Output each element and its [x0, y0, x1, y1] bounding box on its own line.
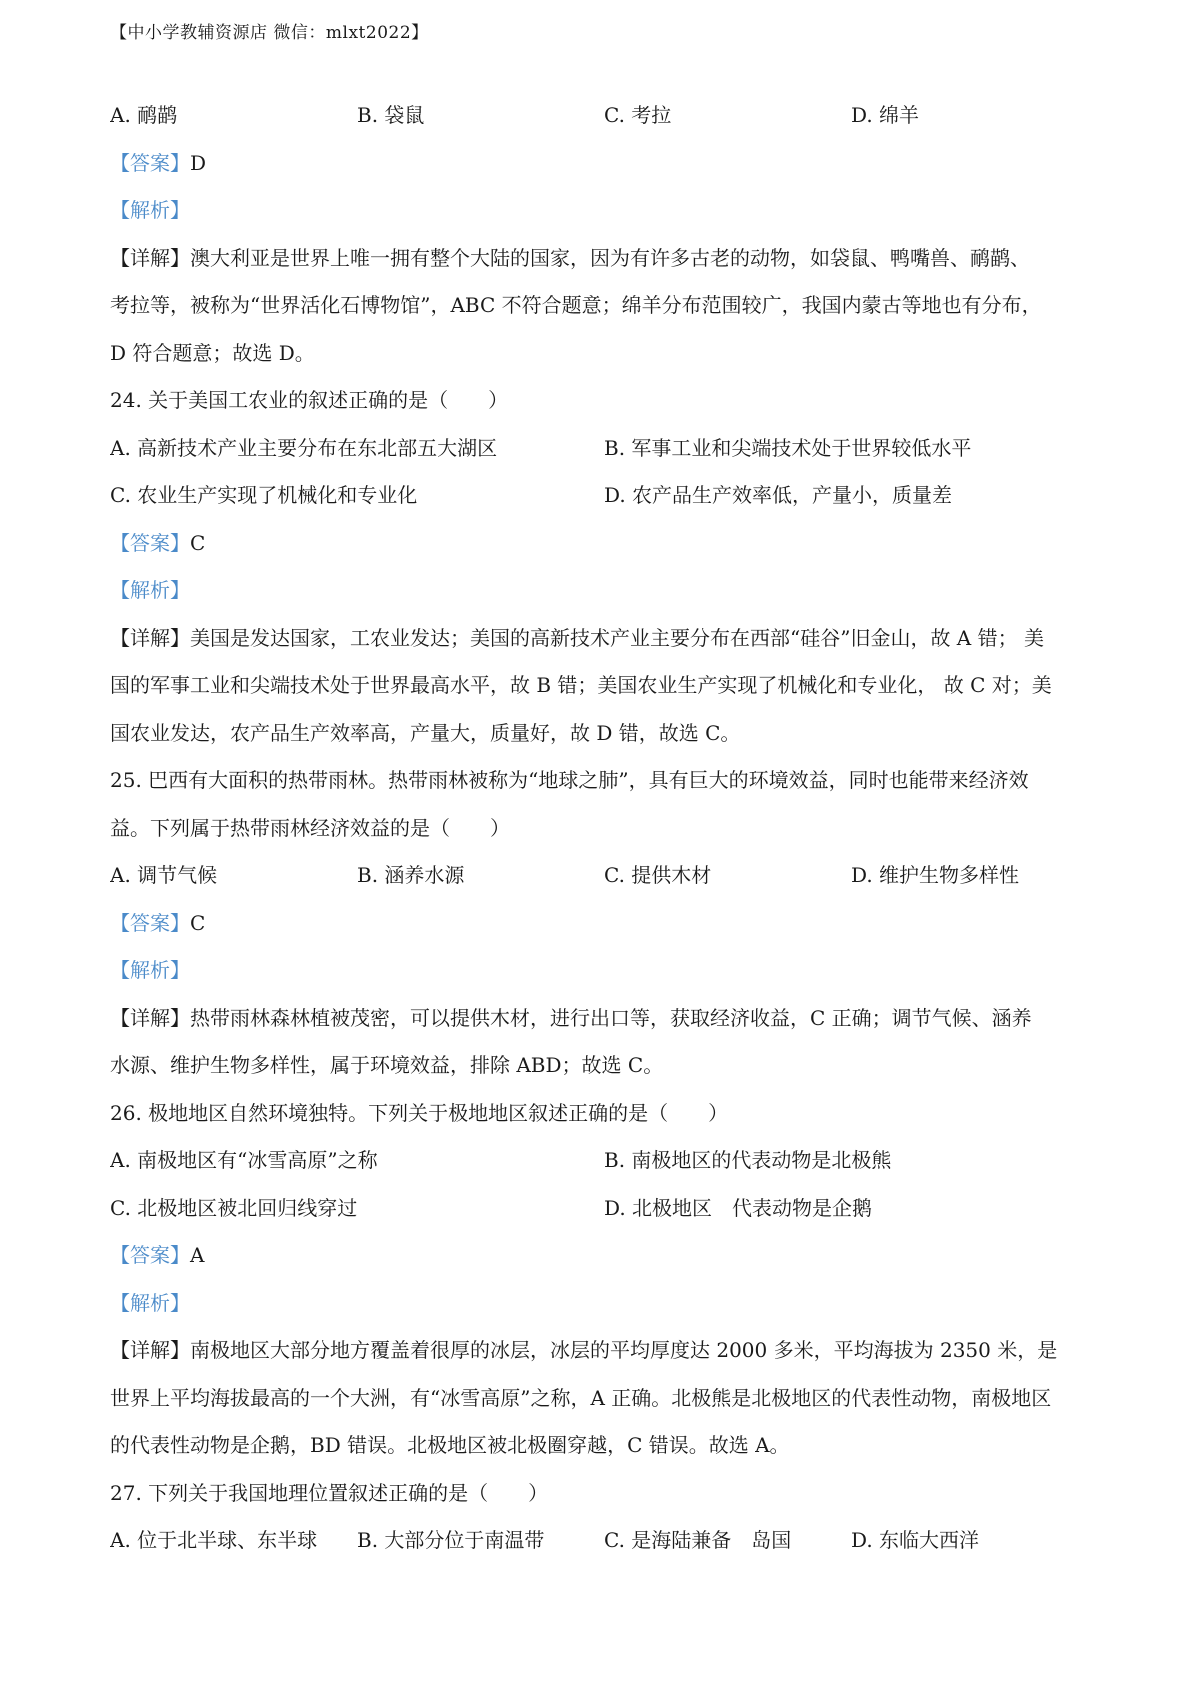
q24-answer: [110, 520, 1100, 568]
analysis-label: 【解析】: [110, 1290, 190, 1315]
detail-label: 【详解】: [110, 1005, 190, 1030]
q24-detail-line-1: [110, 615, 1100, 663]
q26-option-b: B. 南极地区的代表动物是北极熊: [604, 1148, 892, 1172]
q27-option-c: C. 是海陆兼备 岛国: [604, 1528, 792, 1552]
document-body: [110, 92, 1100, 1565]
q26-analysis: [110, 1280, 1100, 1328]
q25-options: [110, 852, 1100, 900]
q26-answer-value: A: [190, 1243, 205, 1267]
q25-stem-line-2: 益。下列属于热带雨林经济效益的是（ ）: [110, 815, 510, 840]
q23-option-b: B. 袋鼠: [357, 103, 425, 127]
q25-option-a: A. 调节气候: [110, 863, 218, 887]
q27-option-a: A. 位于北半球、东半球: [110, 1528, 318, 1552]
q24-options-row-2: [110, 472, 1100, 520]
detail-label: 【详解】: [110, 625, 190, 650]
q24-analysis: [110, 567, 1100, 615]
q23-options: [110, 92, 1100, 140]
analysis-label: 【解析】: [110, 198, 190, 222]
q24-option-a: A. 高新技术产业主要分布在东北部五大湖区: [110, 435, 498, 460]
q26-option-d: D. 北极地区 代表动物是企鹅: [604, 1195, 873, 1220]
q23-option-a: A. 鸸鹋: [110, 103, 178, 127]
q24-option-c: C. 农业生产实现了机械化和专业化: [110, 483, 418, 507]
q26-detail-line-1: [110, 1327, 1100, 1375]
answer-label: 【答案】: [110, 910, 190, 935]
q27-option-d: D. 东临大西洋: [851, 1528, 980, 1552]
q25-detail-line-2: 水源、维护生物多样性，属于环境效益，排除 ABD；故选 C。: [110, 1053, 664, 1077]
q26-detail-text-1: 南极地区大部分地方覆盖着很厚的冰层，冰层的平均厚度达 2000 多米，平均海拔为 2350 米，是: [190, 1338, 1058, 1362]
q26-stem: 26. 极地地区自然环境独特。下列关于极地地区叙述正确的是（ ）: [110, 1100, 729, 1125]
q24-answer-value: C: [190, 530, 206, 555]
q25-stem-line-1: 25. 巴西有大面积的热带雨林。热带雨林被称为“地球之肺”，具有巨大的环境效益，同时也能带来经济效: [110, 768, 1029, 792]
answer-label: 【答案】: [110, 530, 190, 555]
q25-option-c: C. 提供木材: [604, 863, 712, 887]
q23-detail-line-3: D 符合题意；故选 D。: [110, 340, 315, 365]
q24-options-row-1: [110, 425, 1100, 473]
q23-option-c: C. 考拉: [604, 103, 672, 127]
q23-answer-value: D: [190, 150, 207, 175]
q26-option-a: A. 南极地区有“冰雪高原”之称: [110, 1148, 378, 1172]
q24-detail-line-2: 国的军事工业和尖端技术处于世界最高水平，故 B 错；美国农业生产实现了机械化和专业化， 故 C 对；美: [110, 673, 1052, 697]
q25-analysis: [110, 947, 1100, 995]
detail-label: 【详解】: [110, 1338, 190, 1362]
q25-option-b: B. 涵养水源: [357, 863, 465, 887]
q24-detail-text-1: 美国是发达国家，工农业发达；美国的高新技术产业主要分布在西部“硅谷”旧金山，故 A 错； 美: [190, 625, 1044, 650]
q25-option-d: D. 维护生物多样性: [851, 863, 1020, 887]
q24-option-b: B. 军事工业和尖端技术处于世界较低水平: [604, 435, 972, 460]
answer-label: 【答案】: [110, 150, 190, 175]
q26-detail-line-3: 的代表性动物是企鹅，BD 错误。北极地区被北极圈穿越，C 错误。故选 A。: [110, 1433, 790, 1457]
q27-options: [110, 1517, 1100, 1565]
q25-detail-line-1: [110, 995, 1100, 1043]
q24-detail-line-3: 国农业发达，农产品生产效率高，产量大，质量好，故 D 错，故选 C。: [110, 720, 741, 745]
q23-option-d: D. 绵羊: [851, 103, 920, 127]
q26-answer: [110, 1232, 1100, 1280]
analysis-label: 【解析】: [110, 578, 190, 602]
q23-detail-text-1: 澳大利亚是世界上唯一拥有整个大陆的国家，因为有许多古老的动物，如袋鼠、鸭嘴兽、鸸鹋、: [190, 245, 1030, 270]
q25-detail-text-1: 热带雨林森林植被茂密，可以提供木材，进行出口等，获取经济收益，C 正确；调节气候、涵养: [190, 1005, 1032, 1030]
q26-options-row-2: [110, 1185, 1100, 1233]
q26-detail-line-2: 世界上平均海拔最高的一个大洲，有“冰雪高原”之称，A 正确。北极熊是北极地区的代表性动物，南极地区: [110, 1385, 1052, 1410]
q23-detail-line-2: 考拉等，被称为“世界活化石博物馆”，ABC 不符合题意；绵羊分布范围较广，我国内蒙古等地也有分布，: [110, 293, 1042, 317]
q24-option-d: D. 农产品生产效率低，产量小，质量差: [604, 483, 953, 507]
q24-stem: 24. 关于美国工农业的叙述正确的是（ ）: [110, 388, 509, 412]
q27-option-b: B. 大部分位于南温带: [357, 1528, 545, 1552]
q27-stem: 27. 下列关于我国地理位置叙述正确的是（ ）: [110, 1480, 549, 1505]
detail-label: 【详解】: [110, 245, 190, 270]
analysis-label: 【解析】: [110, 958, 190, 982]
q26-options-row-1: [110, 1137, 1100, 1185]
q25-answer-value: C: [190, 910, 206, 935]
q23-detail-line-1: [110, 235, 1100, 283]
q25-answer: [110, 900, 1100, 948]
q26-option-c: C. 北极地区被北回归线穿过: [110, 1195, 358, 1220]
q23-answer: [110, 140, 1100, 188]
answer-label: 【答案】: [110, 1243, 190, 1267]
q23-analysis: [110, 187, 1100, 235]
watermark: 【中小学教辅资源店 微信：mlxt2022】: [110, 23, 429, 43]
